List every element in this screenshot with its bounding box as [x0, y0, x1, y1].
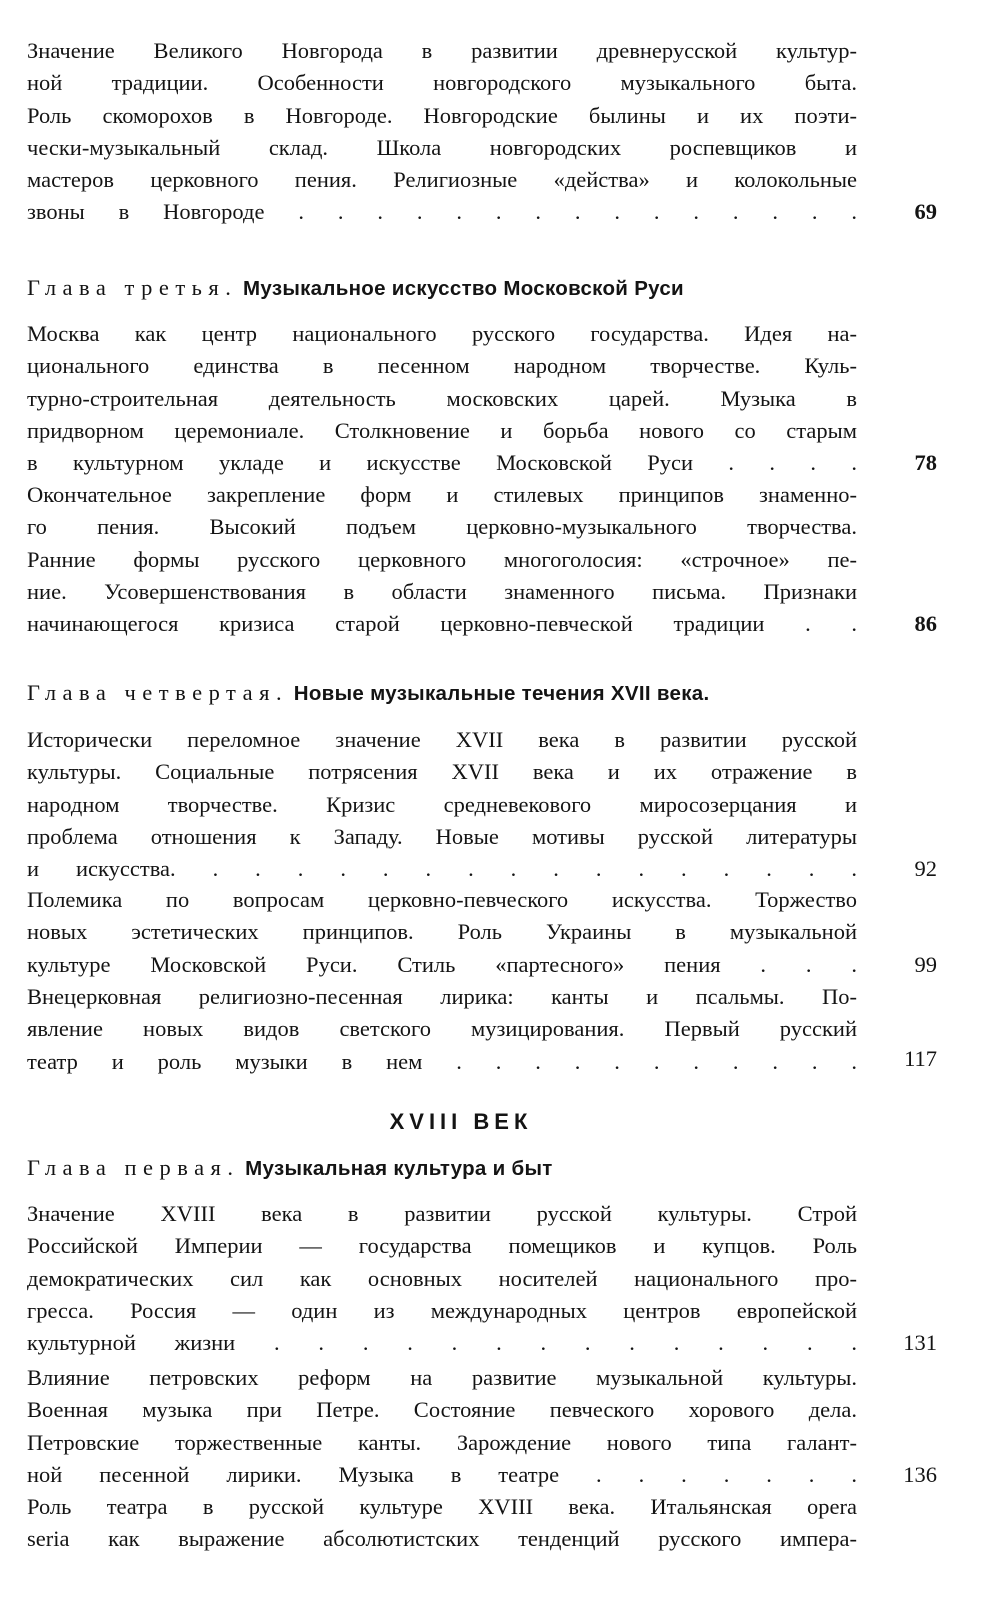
chapter-number: Глава третья.: [27, 275, 238, 300]
chapter-title: Музыкальная культура и быт: [245, 1157, 553, 1180]
entry-line: Ранние формы русского церковного многоголосия: «строчное» пе-: [27, 546, 857, 572]
chapter-title: Новые музыкальные течения XVII века.: [293, 682, 710, 705]
page-number: 69: [914, 199, 937, 224]
toc-entry: [27, 1491, 857, 1556]
entry-line: Военная музыка при Петре. Состояние певческого хорового дела.: [27, 1397, 857, 1423]
entry-line: проблема отношения к Западу. Новые мотивы русской литературы: [27, 823, 857, 849]
entry-line: культуры. Социальные потрясения XVII века и их отражение в: [27, 759, 857, 785]
page-number: 117: [904, 1046, 937, 1071]
entry-line: Значение Великого Новгорода в развитии древнерусской культур-: [27, 38, 857, 63]
entry-line: чески-музыкальный склад. Школа новгородских роспевщиков и: [27, 134, 857, 160]
toc-entry: [27, 318, 857, 479]
page-number: 99: [914, 952, 937, 977]
entry-line: демократических сил как основных носителей национального про-: [27, 1265, 857, 1291]
entry-line: го пения. Высокий подъем церковно-музыкального творчества.: [27, 514, 857, 540]
toc-entry: [27, 479, 857, 640]
entry-line: театр и роль музыки в нем . . . . . . . . . . .: [27, 1048, 857, 1074]
entry-line: Роль скоморохов в Новгороде. Новгородские былины и их поэти-: [27, 102, 857, 128]
page-number: 131: [903, 1330, 937, 1355]
entry-line: придворном церемониале. Столкновение и борьба нового со старым: [27, 417, 857, 443]
page-number: 136: [903, 1462, 937, 1487]
chapter-heading: [27, 678, 857, 709]
entry-line: турно-строительная деятельность московских царей. Музыка в: [27, 385, 857, 411]
chapter-heading: [27, 1153, 857, 1184]
page-number: 78: [914, 450, 937, 475]
entry-line: и искусства. . . . . . . . . . . . . . . . .: [27, 856, 857, 882]
entry-line: Роль театра в русской культуре XVIII века. Итальянская opera: [27, 1494, 857, 1519]
page-number: 92: [914, 856, 937, 881]
entry-line: Окончательное закрепление форм и стилевых принципов знаменно-: [27, 482, 857, 507]
entry-line: ной традиции. Особенности новгородского музыкального быта.: [27, 70, 857, 96]
entry-line: мастеров церковного пения. Религиозные «действа» и колокольные: [27, 167, 857, 193]
entry-line: Значение XVIII века в развитии русской культуры. Строй: [27, 1201, 857, 1226]
entry-line: Полемика по вопросам церковно-певческого искусства. Торжество: [27, 887, 857, 912]
entry-line: ной песенной лирики. Музыка в театре . . . . . . .: [27, 1461, 857, 1487]
entry-line: ние. Усовершенствования в области знаменного письма. Признаки: [27, 578, 857, 604]
entry-line: культуре Московской Руси. Стиль «партесного» пения . . .: [27, 951, 857, 977]
chapter-title: Музыкальное искусство Московской Руси: [243, 277, 684, 300]
entry-line: гресса. Россия — один из международных центров европейской: [27, 1297, 857, 1323]
toc-entry: [27, 35, 857, 229]
entry-line: Влияние петровских реформ на развитие музыкальной культуры.: [27, 1365, 857, 1390]
entry-line: Внецерковная религиозно-песенная лирика: канты и псальмы. По-: [27, 984, 857, 1009]
entry-line: новых эстетических принципов. Роль Украины в музыкальной: [27, 919, 857, 945]
toc-entry: [27, 981, 857, 1078]
entry-line: Российской Империи — государства помещиков и купцов. Роль: [27, 1233, 857, 1259]
entry-line: Исторически переломное значение XVII века в развитии русской: [27, 727, 857, 752]
chapter-number: Глава первая.: [27, 1155, 240, 1180]
chapter-number: Глава четвертая.: [27, 680, 289, 705]
entry-line: seria как выражение абсолютистских тенденций русского импера-: [27, 1526, 857, 1552]
toc-entry: [27, 724, 857, 885]
page-number: 86: [914, 611, 937, 636]
entry-line: Москва как центр национального русского государства. Идея на-: [27, 321, 857, 346]
toc-entry: [27, 1198, 857, 1359]
entry-line: культурной жизни . . . . . . . . . . . . . .: [27, 1330, 857, 1356]
entry-line: в культурном укладе и искусстве Московской Руси . . . .: [27, 450, 857, 476]
toc-entry: [27, 1362, 857, 1491]
entry-line: ционального единства в песенном народном творчестве. Куль-: [27, 353, 857, 379]
section-title: XVIII ВЕК: [389, 1109, 533, 1134]
chapter-heading: [27, 273, 857, 304]
entry-line: Петровские торжественные канты. Зарождение нового типа галант-: [27, 1429, 857, 1455]
entry-line: народном творчестве. Кризис средневекового миросозерцания и: [27, 791, 857, 817]
entry-line: начинающегося кризиса старой церковно-певческой традиции . .: [27, 611, 857, 637]
entry-line: звоны в Новгороде . . . . . . . . . . . . . . .: [27, 199, 857, 225]
toc-entry: [27, 884, 857, 981]
entry-line: явление новых видов светского музицирования. Первый русский: [27, 1016, 857, 1042]
